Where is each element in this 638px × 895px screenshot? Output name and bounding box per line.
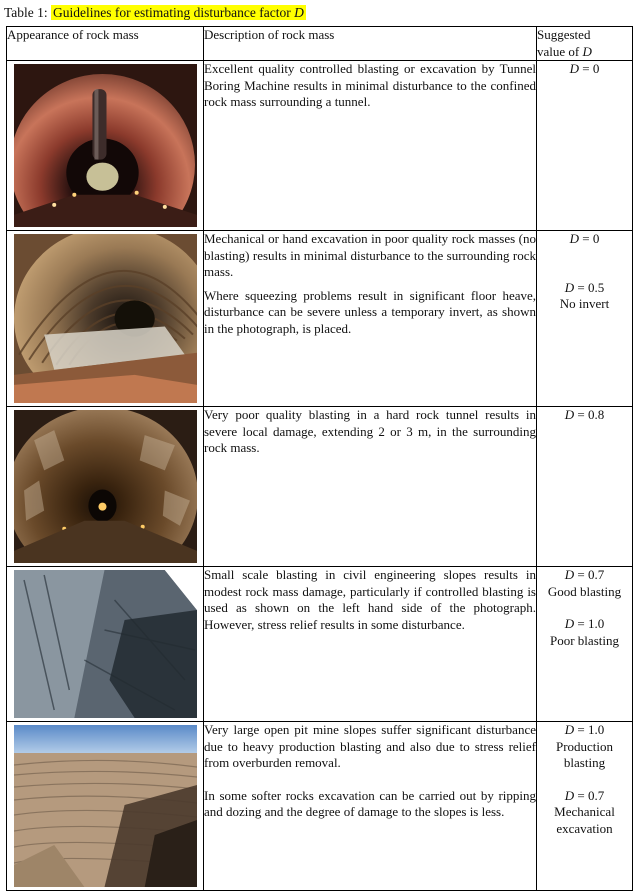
d-value: D = 0	[569, 231, 600, 246]
description-text: Very poor quality blasting in a hard rock tunnel results in severe local damage, extending 2 or 3 m, in the surrounding rock mass.	[204, 407, 536, 455]
description-text: Excellent quality controlled blasting or excavation by Tunnel Boring Machine results in minimal disturbance to the confined rock mass surrounding a tunnel.	[204, 61, 536, 109]
table-row	[7, 407, 633, 567]
table-header-row	[7, 27, 633, 61]
civil-slope-photo	[14, 570, 197, 718]
description-cell	[204, 407, 537, 567]
suggested-value-cell	[537, 61, 633, 231]
d-value: D = 0	[569, 61, 600, 76]
suggested-value-cell	[537, 722, 633, 891]
open-pit-mine-photo	[14, 725, 197, 887]
appearance-cell	[7, 567, 204, 722]
description-cell	[204, 61, 537, 231]
tunnel-boring-machine-photo	[14, 64, 197, 227]
description-cell	[204, 722, 537, 891]
description-text: Small scale blasting in civil engineering slopes results in modest rock mass damage, particularly if controlled blasting is used as shown on the left hand side of the photograph. However, stress relief results in some disturbance.	[204, 567, 536, 632]
description-text: Mechanical or hand excavation in poor quality rock masses (no blasting) results in minimal disturbance to the surrounding rock mass.	[204, 231, 536, 279]
description-cell	[204, 231, 537, 407]
table-caption	[4, 3, 306, 23]
header-description: Description of rock mass	[204, 27, 537, 61]
squeezing-tunnel-photo	[14, 234, 197, 403]
description-text: Very large open pit mine slopes suffer significant disturbance due to heavy production blasting and also due to stress relief from overburden removal.	[204, 722, 536, 770]
d-value-note: Good blasting	[547, 583, 622, 599]
table-row	[7, 722, 633, 891]
description-text: In some softer rocks excavation can be carried out by ripping and dozing and the degree of damage to the slopes is less.	[204, 787, 536, 819]
suggested-value-cell	[537, 231, 633, 407]
description-text: Where squeezing problems result in significant floor heave, disturbance can be severe unless a temporary invert, as shown in the photograph, is placed.	[204, 287, 536, 336]
appearance-cell	[7, 231, 204, 407]
d-value-note: No invert	[559, 296, 610, 311]
table-row	[7, 231, 633, 407]
disturbance-factor-table	[6, 26, 633, 891]
d-value: D = 0.7	[564, 567, 605, 582]
caption-prefix: Table 1:	[4, 5, 48, 20]
table-row	[7, 567, 633, 722]
appearance-cell	[7, 407, 204, 567]
d-value-note: Mechanical excavation	[554, 804, 615, 836]
d-value: D = 0.5	[564, 279, 605, 295]
d-value-note: Production blasting	[555, 738, 614, 770]
hard-rock-blasting-tunnel-photo	[14, 410, 197, 563]
appearance-cell	[7, 61, 204, 231]
suggested-value-cell	[537, 407, 633, 567]
d-value: D = 0.8	[564, 407, 605, 422]
header-appearance: Appearance of rock mass	[7, 27, 204, 61]
d-value: D = 0.7	[564, 787, 605, 803]
d-value-note: Poor blasting	[550, 632, 619, 648]
description-cell	[204, 567, 537, 722]
table-row	[7, 61, 633, 231]
header-suggested-value: Suggested value of D	[537, 27, 633, 61]
appearance-cell	[7, 722, 204, 891]
d-value: D = 1.0	[564, 722, 605, 737]
suggested-value-cell	[537, 567, 633, 722]
caption-title: Guidelines for estimating disturbance factor D	[53, 5, 304, 20]
d-value: D = 1.0	[564, 616, 605, 631]
